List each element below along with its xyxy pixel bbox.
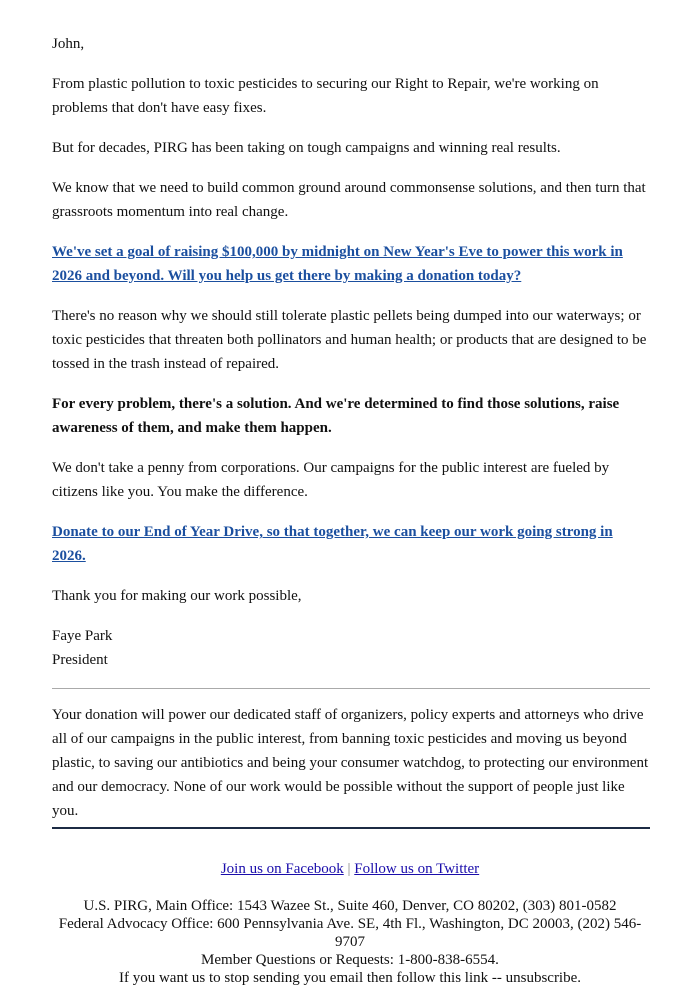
bold-statement: For every problem, there's a solution. And we're determined to find those solutions, raise awareness of them, and make them happen. <box>52 396 620 436</box>
federal-office: Federal Advocacy Office: 600 Pennsylvania Ave. SE, 4th Fl., Washington, DC 20003, (202) 546-9707 <box>58 916 642 950</box>
divider-navy <box>52 827 650 829</box>
divider <box>52 688 650 689</box>
main-office: U.S. PIRG, Main Office: 1543 Wazee St., Suite 460, Denver, CO 80202, (303) 801-0582 <box>83 898 617 914</box>
about-text: Your donation will power our dedicated staff of organizers, policy experts and attorneys who drive all of our campaigns in the public interest, from banning toxic pesticides and moving us beyond plastic, to saving our antibiotics and being your consumer watchdog, to protecting our environment and our democracy. None of our work would be possible without the support of people just like you. <box>52 707 649 819</box>
thanks: Thank you for making our work possible, <box>52 588 302 604</box>
social-links <box>40 860 660 878</box>
unsubscribe-text[interactable]: If you want us to stop sending you email then follow this link -- unsubscribe. <box>118 970 582 986</box>
paragraph: But for decades, PIRG has been taking on tough campaigns and winning real results. <box>52 140 561 156</box>
paragraph: We don't take a penny from corporations. Our campaigns for the public interest are fueled by citizens like you. You make the difference. <box>52 460 610 500</box>
paragraph: We know that we need to build common ground around commonsense solutions, and then turn that grassroots momentum into real change. <box>52 180 646 220</box>
greeting: John, <box>52 36 85 52</box>
link-separator: | <box>347 861 351 877</box>
signature <box>52 624 650 672</box>
twitter-link[interactable]: Follow us on Twitter <box>354 861 480 877</box>
signature-name: Faye Park <box>52 628 113 644</box>
signature-title: President <box>52 652 108 668</box>
facebook-link[interactable]: Join us on Facebook <box>220 861 344 877</box>
member-contact: Member Questions or Requests: 1-800-838-6554. <box>201 952 499 968</box>
paragraph: From plastic pollution to toxic pesticides to securing our Right to Repair, we're working on problems that don't have easy fixes. <box>52 76 599 116</box>
donation-goal-link[interactable]: We've set a goal of raising $100,000 by midnight on New Year's Eve to power this work in 2026 and beyond. Will you help us get there by making a donation today? <box>52 244 623 284</box>
paragraph: There's no reason why we should still tolerate plastic pellets being dumped into our waterways; or toxic pesticides that threaten both pollinators and human health; or products that are designed to be tossed in the trash instead of repaired. <box>52 308 647 372</box>
footer <box>40 860 660 987</box>
donate-drive-link[interactable]: Donate to our End of Year Drive, so that together, we can keep our work going strong in 2026. <box>52 524 613 564</box>
email-body <box>52 0 650 829</box>
